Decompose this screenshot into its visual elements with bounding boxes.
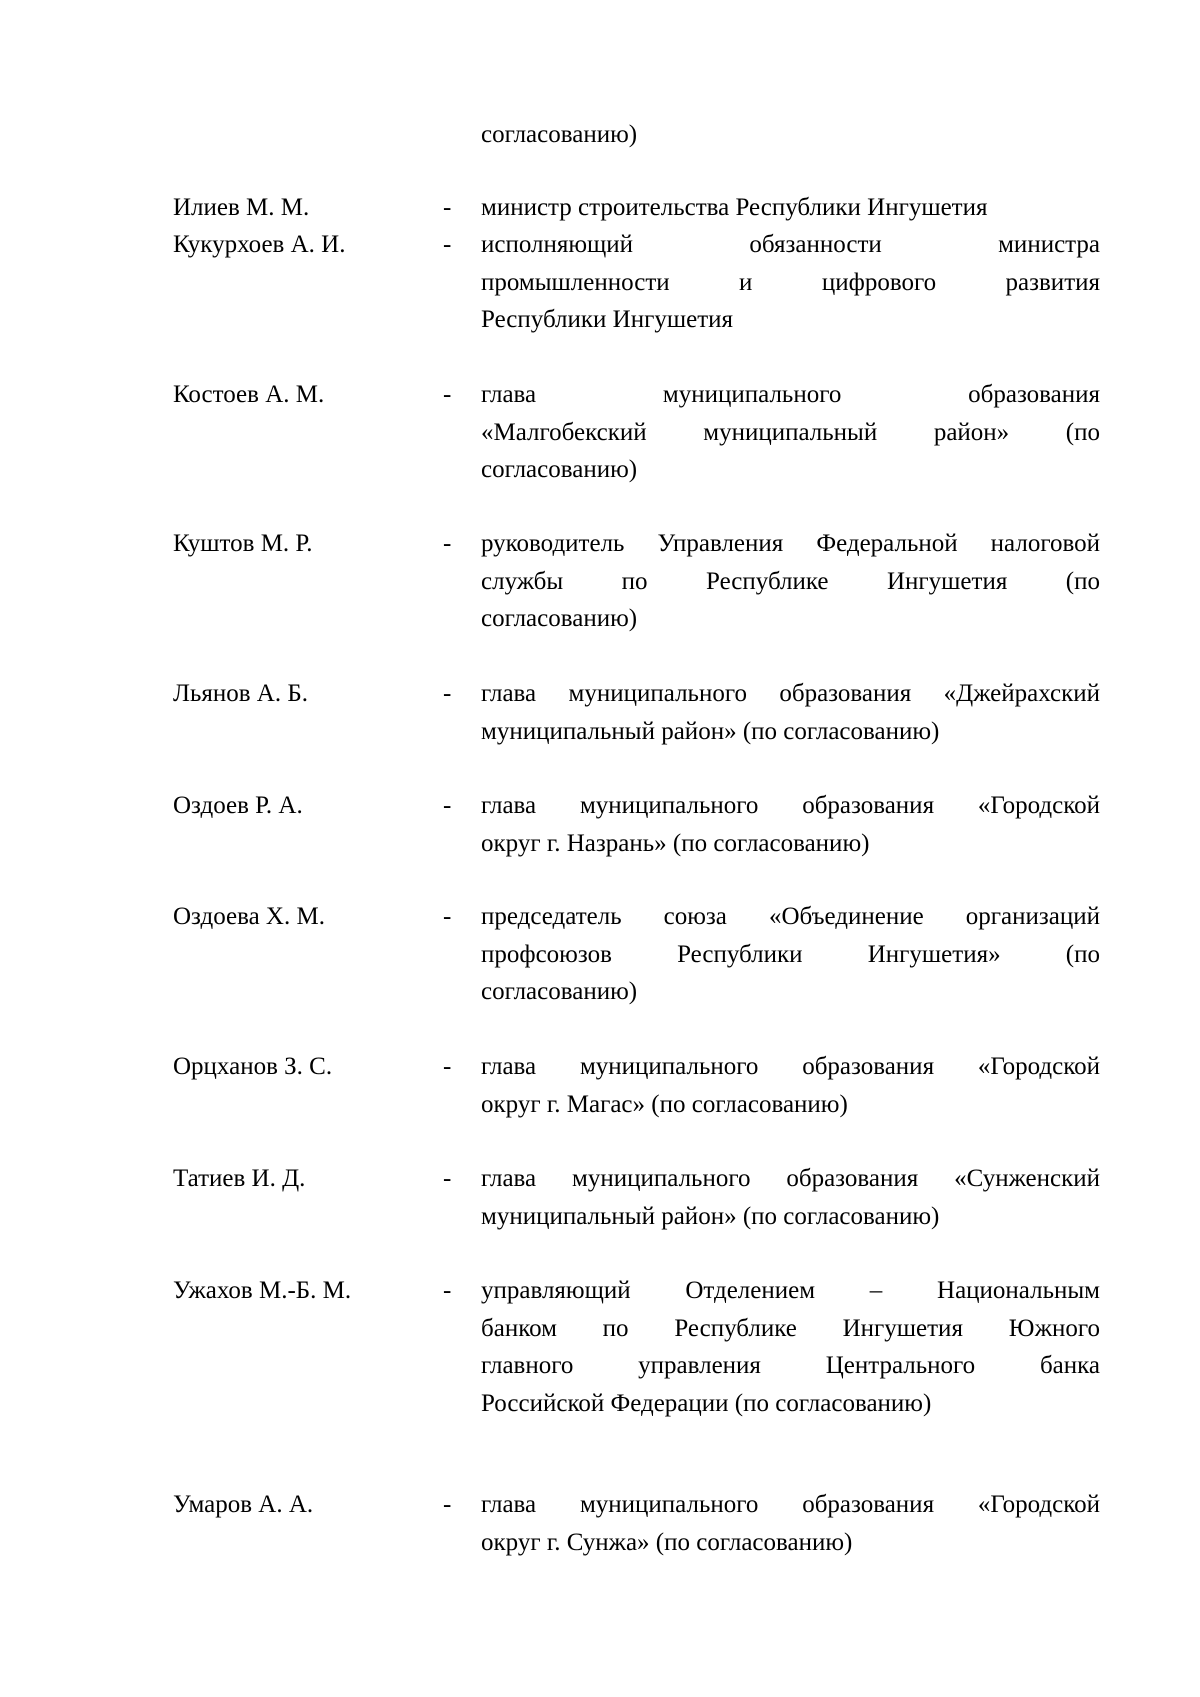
description-line: Российской Федерации (по согласованию) bbox=[481, 1389, 932, 1417]
position-description bbox=[481, 898, 1100, 1011]
description-line: муниципальный район» (по согласованию) bbox=[481, 717, 940, 745]
description-line: профсоюзов Республики Ингушетия» (по bbox=[481, 940, 1100, 968]
separator-dash: - bbox=[443, 680, 452, 707]
description-line: главного управления Центрального банка bbox=[481, 1352, 1100, 1379]
separator-dash: - bbox=[443, 1165, 452, 1192]
position-description bbox=[481, 1486, 1100, 1561]
separator-dash: - bbox=[443, 792, 452, 819]
separator-dash: - bbox=[443, 381, 452, 408]
description-line: глава муниципального образования bbox=[481, 381, 1100, 408]
description-line: согласованию) bbox=[481, 456, 638, 483]
position-description bbox=[481, 1160, 1100, 1235]
description-line: министр строительства Республики Ингушетия bbox=[481, 194, 988, 221]
description-line: округ г. Сунжа» (по согласованию) bbox=[481, 1528, 853, 1556]
person-name: Оздоева Х. М. bbox=[173, 903, 325, 930]
description-line: глава муниципального образования «Городской bbox=[481, 1491, 1100, 1518]
continuation-text: согласованию) bbox=[481, 121, 638, 148]
separator-dash: - bbox=[443, 1491, 452, 1518]
position-description bbox=[481, 675, 1100, 750]
person-name: Татиев И. Д. bbox=[173, 1165, 306, 1192]
description-line: службы по Республике Ингушетия (по bbox=[481, 567, 1100, 595]
description-line: управляющий Отделением – Национальным bbox=[481, 1277, 1100, 1304]
person-name: Кукурхоев А. И. bbox=[173, 231, 346, 258]
position-description bbox=[481, 787, 1100, 862]
person-name: Оздоев Р. А. bbox=[173, 792, 303, 819]
description-line: банком по Республике Ингушетия Южного bbox=[481, 1314, 1100, 1342]
separator-dash: - bbox=[443, 231, 452, 258]
description-line: округ г. Назрань» (по согласованию) bbox=[481, 829, 870, 857]
separator-dash: - bbox=[443, 1277, 452, 1304]
description-line: глава муниципального образования «Сунженский bbox=[481, 1165, 1100, 1192]
description-line: глава муниципального образования «Джейрахский bbox=[481, 680, 1100, 707]
person-name: Ужахов М.-Б. М. bbox=[173, 1277, 352, 1304]
separator-dash: - bbox=[443, 1053, 452, 1080]
description-line: глава муниципального образования «Городской bbox=[481, 792, 1100, 819]
description-line: глава муниципального образования «Городской bbox=[481, 1053, 1100, 1080]
separator-dash: - bbox=[443, 530, 452, 557]
description-line: согласованию) bbox=[481, 605, 638, 632]
position-description bbox=[481, 1048, 1100, 1123]
separator-dash: - bbox=[443, 903, 452, 930]
person-name: Льянов А. Б. bbox=[173, 680, 308, 707]
person-name: Умаров А. А. bbox=[173, 1491, 314, 1518]
person-name: Илиев М. М. bbox=[173, 194, 310, 221]
description-line: промышленности и цифрового развития bbox=[481, 268, 1100, 296]
description-line: руководитель Управления Федеральной налоговой bbox=[481, 530, 1100, 557]
separator-dash: - bbox=[443, 194, 452, 221]
position-description bbox=[481, 189, 1100, 227]
description-line: муниципальный район» (по согласованию) bbox=[481, 1202, 940, 1230]
position-description bbox=[481, 1272, 1100, 1422]
description-line: председатель союза «Объединение организаций bbox=[481, 903, 1100, 930]
description-line: округ г. Магас» (по согласованию) bbox=[481, 1090, 848, 1118]
position-description bbox=[481, 226, 1100, 339]
position-description bbox=[481, 525, 1100, 638]
person-name: Костоев А. М. bbox=[173, 381, 325, 408]
description-line: согласованию) bbox=[481, 978, 638, 1005]
description-line: «Малгобекский муниципальный район» (по bbox=[481, 418, 1100, 446]
position-description bbox=[481, 376, 1100, 489]
person-name: Куштов М. Р. bbox=[173, 530, 313, 557]
description-line: Республики Ингушетия bbox=[481, 306, 734, 333]
description-line: исполняющий обязанности министра bbox=[481, 231, 1100, 258]
person-name: Орцханов З. С. bbox=[173, 1053, 333, 1080]
